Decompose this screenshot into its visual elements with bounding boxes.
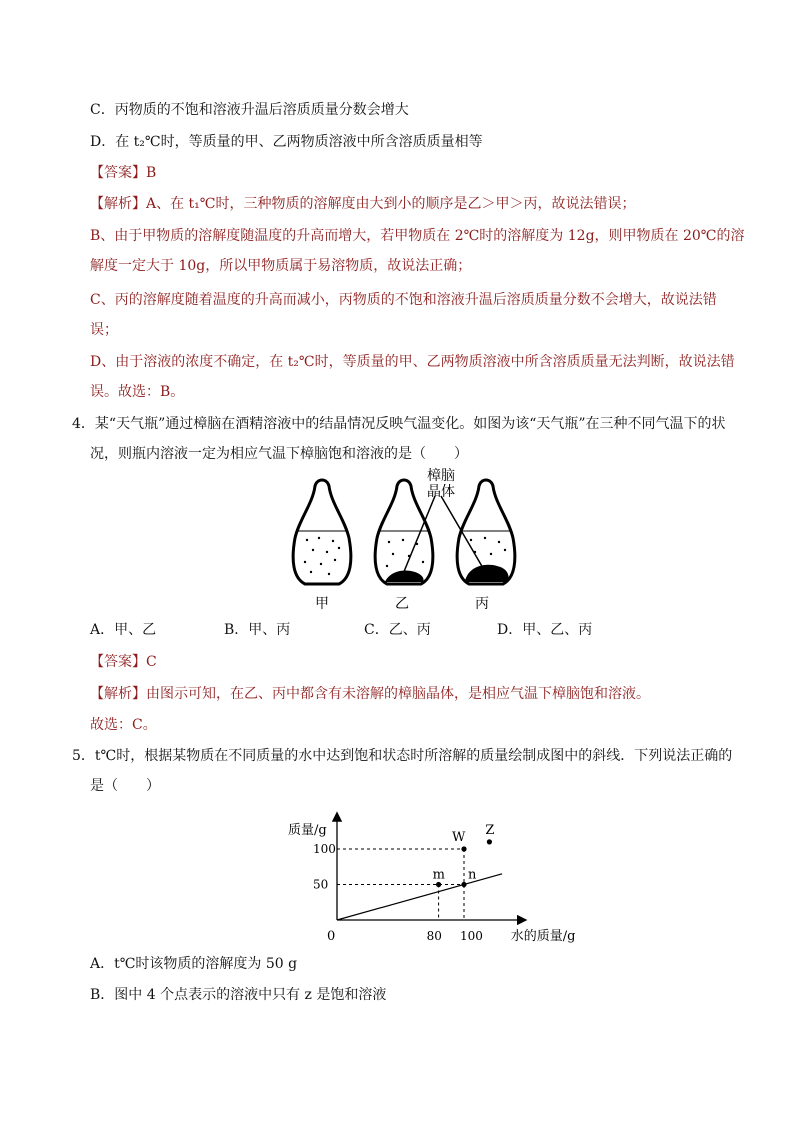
point-label-z: Z bbox=[485, 822, 495, 838]
q3-option-d: D．在 t₂℃时，等质量的甲、乙两物质溶液中所含溶质质量相等 bbox=[90, 134, 483, 150]
q5-stem-2: 是（ ） bbox=[90, 778, 160, 794]
point-label-n: n bbox=[468, 867, 477, 883]
analysis-tag: 【解析】 bbox=[90, 686, 146, 702]
y-tick-label-50: 50 bbox=[313, 877, 329, 892]
x-axis-label: 水的质量/g bbox=[510, 929, 576, 944]
origin-label: 0 bbox=[327, 929, 336, 944]
point-label-w: W bbox=[452, 830, 466, 845]
bottle-bing bbox=[457, 480, 515, 584]
q3-analysis-4: C、丙的溶解度随着温度的升高而减小，丙物质的不饱和溶液升温后溶质质量分数不会增大，故说法错 bbox=[90, 292, 717, 308]
bottle-label-yi: 乙 bbox=[395, 596, 409, 612]
q4-stem-2: 况，则瓶内溶液一定为相应气温下樟脑饱和溶液的是（ ） bbox=[90, 446, 468, 462]
callout-label-1: 樟脑 bbox=[427, 468, 455, 484]
saturation-line bbox=[337, 874, 502, 920]
q4-stem-1: 4．某“天气瓶”通过樟脑在酒精溶液中的结晶情况反映气温变化。如图为该“天气瓶”在三种不同气温下的状 bbox=[72, 416, 726, 432]
q4-option-d: D．甲、乙、丙 bbox=[497, 622, 593, 638]
q4-option-c: C．乙、丙 bbox=[364, 622, 431, 638]
analysis-tag: 【解析】 bbox=[90, 196, 146, 212]
point-m bbox=[436, 882, 441, 887]
q3-analysis-3: 解度一定大于 10g，所以甲物质属于易溶物质，故说法正确； bbox=[90, 258, 472, 274]
q3-option-c: C．丙物质的不饱和溶液升温后溶质质量分数会增大 bbox=[90, 102, 409, 118]
x-tick-label-80: 80 bbox=[426, 929, 442, 943]
answer-value: C bbox=[146, 654, 157, 670]
bottle-label-jia: 甲 bbox=[315, 596, 329, 612]
q5-option-a: A．t℃时该物质的溶解度为 50 g bbox=[90, 956, 298, 972]
callout-label-2: 晶体 bbox=[427, 484, 455, 500]
x-tick-label-100: 100 bbox=[460, 929, 483, 943]
answer-tag: 【答案】 bbox=[90, 165, 146, 181]
q3-answer bbox=[90, 163, 156, 183]
q3-analysis-1 bbox=[90, 194, 635, 214]
bottle-label-bing: 丙 bbox=[475, 596, 489, 612]
y-axis-label: 质量/g bbox=[288, 823, 327, 838]
q4-option-b: B．甲、丙 bbox=[224, 622, 291, 638]
q4-option-a: A．甲、乙 bbox=[90, 622, 157, 638]
bottle-yi bbox=[375, 480, 433, 584]
point-w bbox=[461, 846, 466, 851]
solubility-chart bbox=[280, 808, 576, 946]
weather-bottle-figure bbox=[285, 468, 525, 616]
q4-analysis-2: 故选：C。 bbox=[90, 717, 157, 733]
q3-analysis-2: B、由于甲物质的溶解度随温度的升高而增大，若甲物质在 2℃时的溶解度为 12g，则甲物质在 20℃的溶 bbox=[90, 228, 745, 244]
point-z bbox=[487, 839, 492, 844]
q3-analysis-6: D、由于溶液的浓度不确定，在 t₂℃时，等质量的甲、乙两物质溶液中所含溶质质量无法判断，故说法错 bbox=[90, 354, 735, 370]
q4-answer bbox=[90, 652, 157, 672]
q5-option-b: B．图中 4 个点表示的溶液中只有 z 是饱和溶液 bbox=[90, 987, 387, 1003]
point-n bbox=[461, 882, 466, 887]
analysis-text: 由图示可知，在乙、丙中都含有未溶解的樟脑晶体，是相应气温下樟脑饱和溶液。 bbox=[146, 686, 650, 702]
y-tick-label-100: 100 bbox=[313, 842, 336, 856]
answer-value: B bbox=[146, 165, 157, 181]
analysis-text: A、在 t₁℃时，三种物质的溶解度由大到小的顺序是乙＞甲＞丙，故说法错误； bbox=[146, 196, 636, 212]
answer-tag: 【答案】 bbox=[90, 654, 146, 670]
q5-stem-1: 5．t℃时，根据某物质在不同质量的水中达到饱和状态时所溶解的质量绘制成图中的斜线．下列说法正确的 bbox=[72, 748, 733, 764]
q3-analysis-5: 误； bbox=[90, 322, 118, 338]
q4-analysis-1 bbox=[90, 684, 650, 704]
bottle-jia bbox=[293, 480, 351, 584]
q3-analysis-7: 误。故选：B。 bbox=[90, 384, 185, 400]
point-label-m: m bbox=[432, 867, 445, 883]
